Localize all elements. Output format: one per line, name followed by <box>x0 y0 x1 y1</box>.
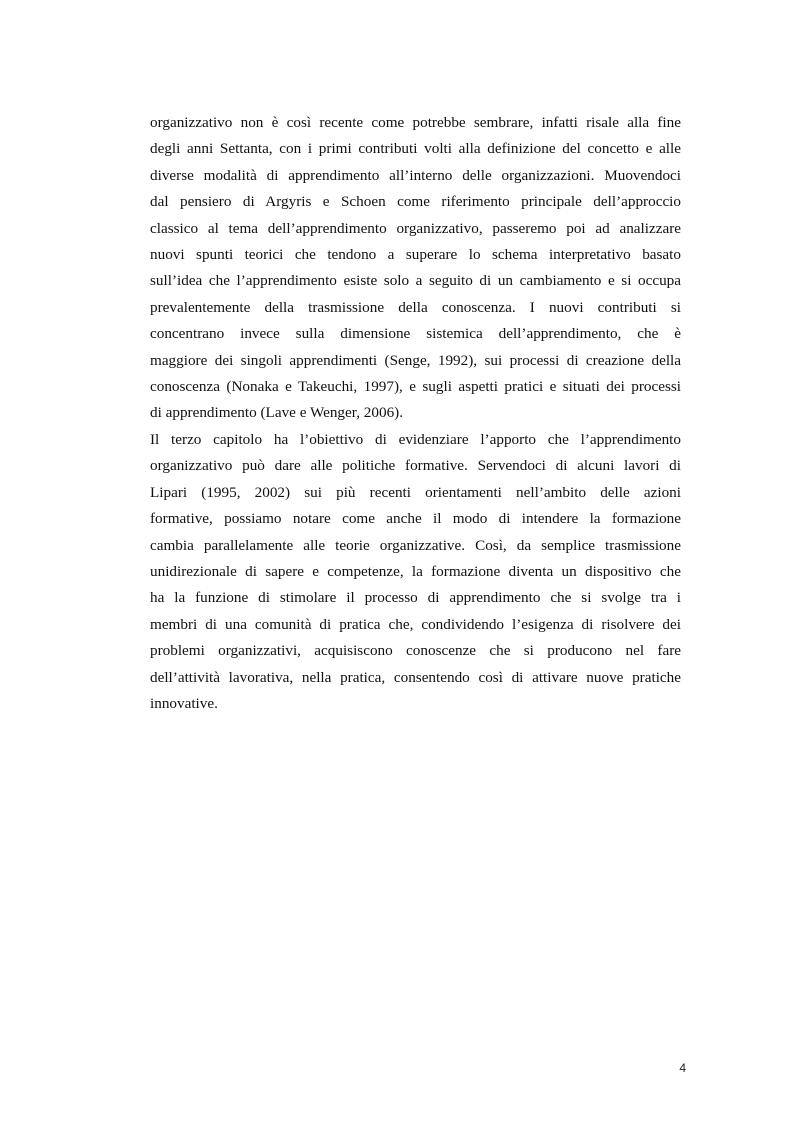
text-line: cambia parallelamente alle teorie organizzative. Così, da semplice trasmissione <box>150 536 681 554</box>
text-line: Lipari (1995, 2002) sui più recenti orientamenti nell’ambito delle azioni <box>150 483 681 501</box>
text-line: formative, possiamo notare come anche il modo di intendere la formazione <box>150 510 681 528</box>
text-line: degli anni Settanta, con i primi contributi volti alla definizione del concetto e alle <box>150 140 681 158</box>
text-line: diverse modalità di apprendimento all’interno delle organizzazioni. Muovendoci <box>150 166 681 184</box>
text-line: sull’idea che l’apprendimento esiste solo a seguito di un cambiamento e si occupa <box>150 272 681 290</box>
text-line: maggiore dei singoli apprendimenti (Senge, 1992), sui processi di creazione della <box>150 351 681 369</box>
paragraph-1 <box>150 110 681 427</box>
text-line: organizzativo non è così recente come potrebbe sembrare, infatti risale alla fine <box>150 114 681 131</box>
text-line: Il terzo capitolo ha l’obiettivo di evidenziare l’apporto che l’apprendimento <box>150 430 681 448</box>
text-line: problemi organizzativi, acquisiscono conoscenze che si producono nel fare <box>150 642 681 660</box>
text-line: concentrano invece sulla dimensione sistemica dell’apprendimento, che è <box>150 325 681 343</box>
text-line: organizzativo può dare alle politiche formative. Servendoci di alcuni lavori di <box>150 457 681 475</box>
text-line: membri di una comunità di pratica che, condividendo l’esigenza di risolvere dei <box>150 615 681 633</box>
text-line: innovative. <box>150 694 218 712</box>
text-line: classico al tema dell’apprendimento organizzativo, passeremo poi ad analizzare <box>150 219 681 237</box>
paragraph-2 <box>150 427 681 717</box>
text-line: prevalentemente della trasmissione della conoscenza. I nuovi contributi si <box>150 298 681 316</box>
text-line: ha la funzione di stimolare il processo di apprendimento che si svolge tra i <box>150 589 681 607</box>
text-line: unidirezionale di sapere e competenze, la formazione diventa un dispositivo che <box>150 562 681 580</box>
body-text <box>150 110 681 717</box>
text-line: dal pensiero di Argyris e Schoen come riferimento principale dell’approccio <box>150 193 681 211</box>
text-line: nuovi spunti teorici che tendono a superare lo schema interpretativo basato <box>150 246 681 264</box>
text-line: di apprendimento (Lave e Wenger, 2006). <box>150 404 404 422</box>
text-line: dell’attività lavorativa, nella pratica, consentendo così di attivare nuove pratiche <box>150 668 681 686</box>
text-line: conoscenza (Nonaka e Takeuchi, 1997), e sugli aspetti pratici e situati dei processi <box>150 378 681 396</box>
page-number: 4 <box>679 1061 686 1075</box>
